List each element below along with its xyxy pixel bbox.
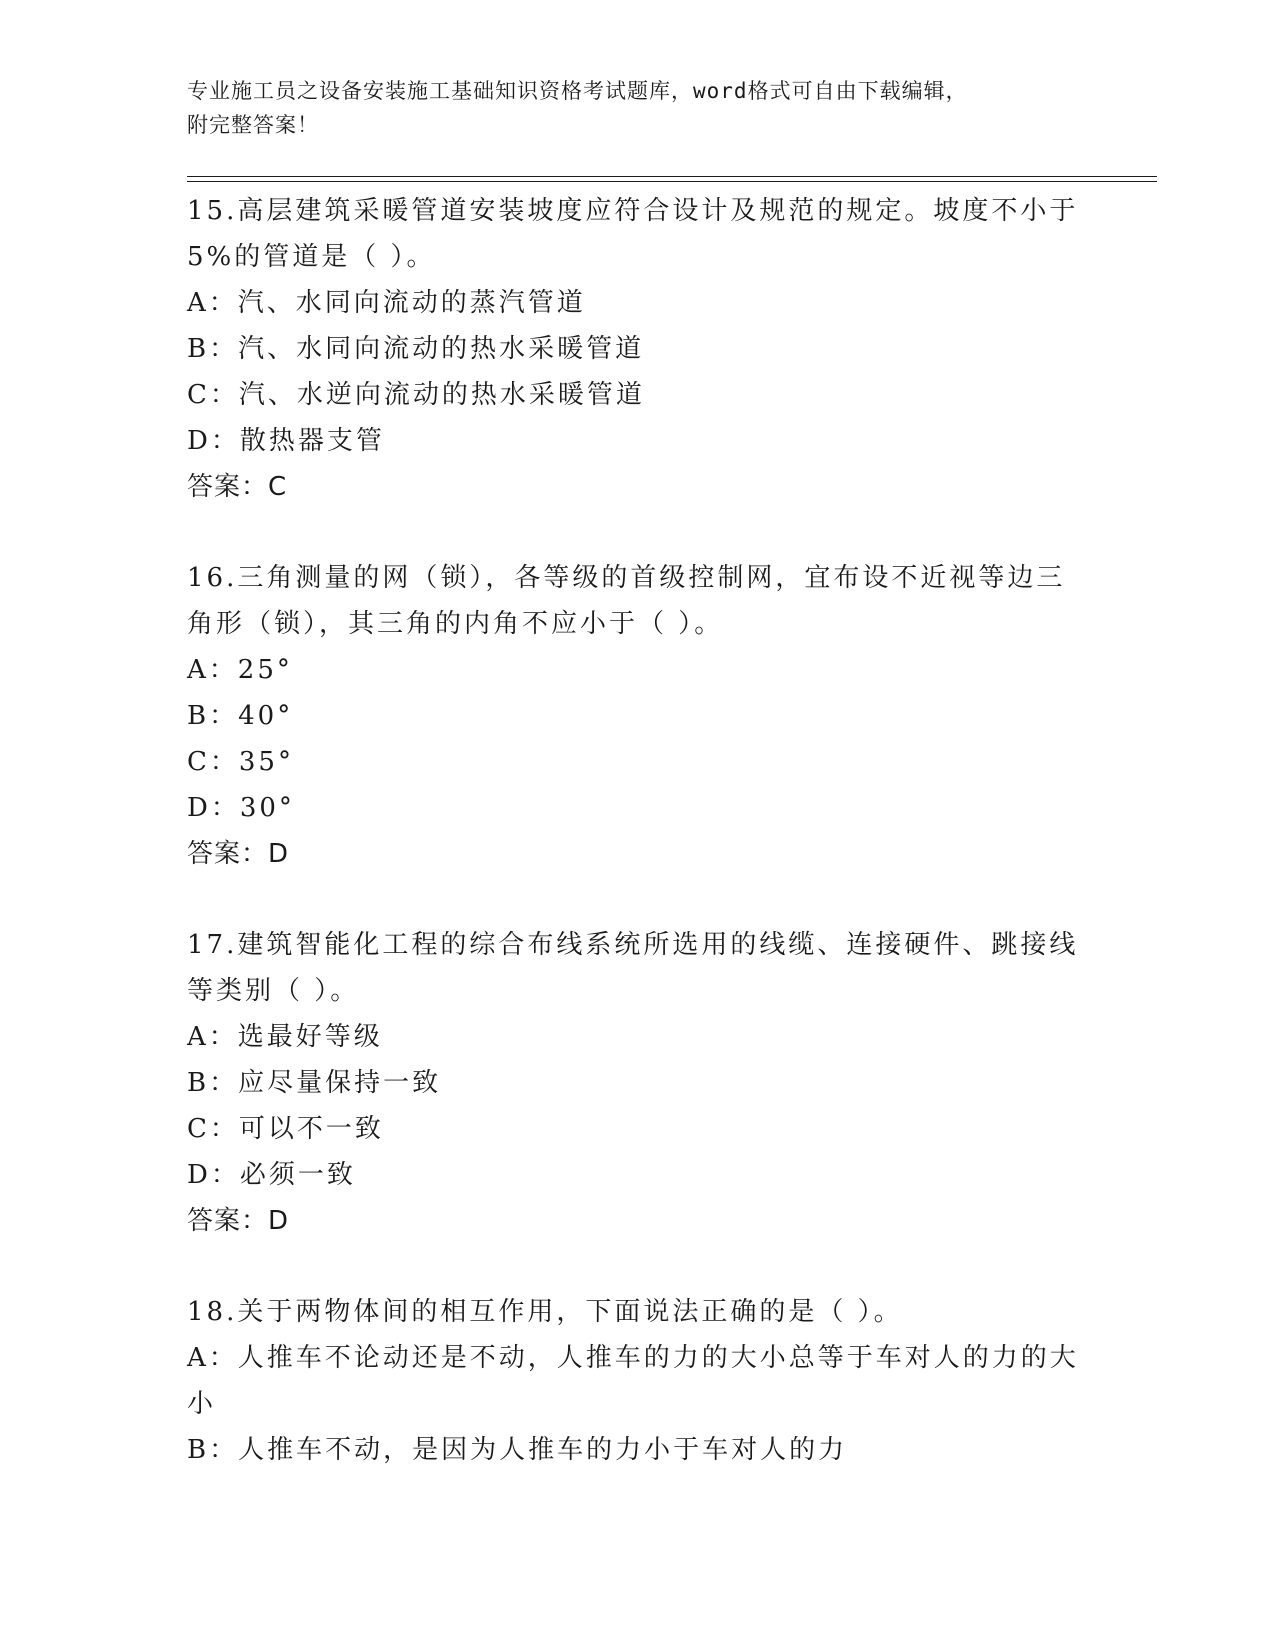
option-c: C：35° — [187, 747, 294, 777]
option-d: D：必须一致 — [187, 1160, 356, 1190]
option-a: A：选最好等级 — [187, 1022, 383, 1052]
answer-line: 答案：D — [187, 839, 290, 869]
question-18 — [187, 1289, 1087, 1473]
option-b: B：人推车不动，是因为人推车的力小于车对人的力 — [187, 1435, 848, 1465]
option-b: B：应尽量保持一致 — [187, 1068, 442, 1098]
answer-line: 答案：C — [187, 472, 288, 502]
question-stem-line: 等类别（ ）。 — [187, 976, 360, 1006]
header-line-2: 附完整答案！ — [187, 113, 319, 137]
answer-line: 答案：D — [187, 1206, 290, 1236]
option-a: A：汽、水同向流动的蒸汽管道 — [187, 288, 586, 318]
option-a-continued: 小 — [187, 1389, 217, 1419]
question-stem-line: 17.建筑智能化工程的综合布线系统所选用的线缆、连接硬件、跳接线 — [187, 930, 1079, 960]
option-a: A：25° — [187, 655, 293, 685]
question-stem-line: 5%的管道是（ ）。 — [187, 242, 436, 272]
question-stem-line: 角形（锁），其三角的内角不应小于（ ）。 — [187, 609, 724, 639]
question-list — [187, 188, 1087, 1518]
question-16 — [187, 555, 1087, 877]
option-b: B：汽、水同向流动的热水采暖管道 — [187, 334, 645, 364]
document-header — [187, 74, 1087, 142]
question-15 — [187, 188, 1087, 510]
option-a: A：人推车不论动还是不动，人推车的力的大小总等于车对人的力的大 — [187, 1343, 1079, 1373]
option-d: D：30° — [187, 793, 295, 823]
question-stem-line: 15.高层建筑采暖管道安装坡度应符合设计及规范的规定。坡度不小于 — [187, 196, 1079, 226]
question-stem-line: 16.三角测量的网（锁），各等级的首级控制网，宜布设不近视等边三 — [187, 563, 1066, 593]
option-d: D：散热器支管 — [187, 426, 385, 456]
option-c: C：汽、水逆向流动的热水采暖管道 — [187, 380, 645, 410]
question-17 — [187, 922, 1087, 1244]
option-b: B：40° — [187, 701, 294, 731]
option-c: C：可以不一致 — [187, 1114, 384, 1144]
question-stem-line: 18.关于两物体间的相互作用，下面说法正确的是（ ）。 — [187, 1297, 903, 1327]
header-double-rule — [187, 176, 1157, 182]
header-line-1: 专业施工员之设备安装施工基础知识资格考试题库，word格式可自由下载编辑， — [187, 79, 968, 103]
